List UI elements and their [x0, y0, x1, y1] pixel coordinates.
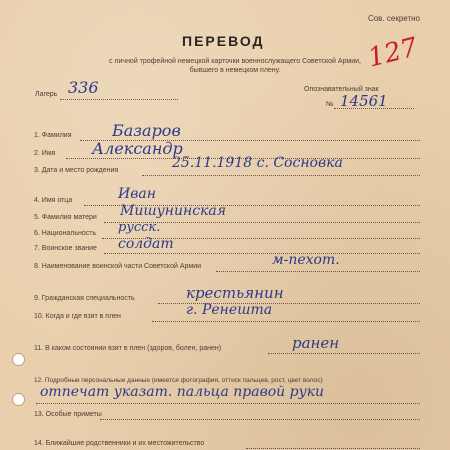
field-value-captured: г. Ренешта [186, 302, 273, 318]
field-label-military-unit: 8. Наименование воинской части Советской Армии [34, 263, 202, 270]
camp-value: 336 [68, 78, 99, 97]
field-label-nationality: 6. Национальность [34, 230, 97, 237]
field-line [246, 448, 420, 449]
field-line [142, 175, 420, 176]
secrecy-stamp: Сов. секретно [367, 14, 420, 23]
field-value-rank: солдат [118, 236, 174, 252]
field-value-civil-profession: крестьянин [186, 284, 284, 302]
field-label-first-name: 2. Имя [34, 150, 56, 157]
field-value-mother-surname: Мишунинская [120, 203, 227, 219]
field-label-special-marks: 13. Особые приметы [34, 411, 102, 418]
field-label-civil-profession: 9. Гражданская специальность [34, 295, 135, 302]
field-line [216, 271, 420, 272]
field-value-nationality: русск. [118, 220, 161, 235]
field-label-surname: 1. Фамилия [34, 132, 72, 139]
field-label-rank: 7. Воинское звание [34, 245, 97, 252]
punch-hole [12, 393, 25, 406]
field-line [152, 321, 420, 322]
id-number-value: 14561 [340, 92, 388, 110]
document-subtitle [65, 57, 405, 75]
document-title: ПЕРЕВОД [182, 33, 265, 49]
field-label-birth: 3. Дата и место рождения [34, 167, 119, 174]
subtitle-line-2: бывшего в немецком плену. [189, 67, 281, 74]
field-label-father-name: 4. Имя отца [34, 197, 73, 204]
id-number-prefix: № [326, 101, 334, 108]
field-line [100, 419, 420, 420]
field-value-father-name: Иван [118, 186, 156, 202]
field-label-relatives: 14. Ближайшие родственники и их местожительство [34, 440, 205, 447]
punch-hole [12, 353, 25, 366]
field-label-captured: 10. Когда и где взят в плен [34, 313, 121, 320]
subtitle-line-1: с личной трофейной немецкой карточки военнослужащего Советской Армии, [108, 58, 362, 65]
field-value-personal-data: отпечат указат. пальца правой руки [40, 384, 325, 400]
red-handwritten-number: 127 [365, 32, 421, 74]
camp-label: Лагерь [35, 91, 58, 98]
camp-line [60, 99, 178, 100]
field-value-condition: ранен [292, 334, 340, 352]
field-line [36, 403, 420, 404]
field-label-mother-surname: 5. Фамилия матери [34, 214, 97, 221]
id-number-label: Опознавательный знак [304, 86, 379, 93]
field-value-surname: Базаров [112, 121, 181, 140]
field-value-birth: 25.11.1918 с. Сосновка [172, 155, 343, 171]
field-line [104, 253, 420, 254]
field-value-military-unit: м-пехот. [272, 252, 340, 268]
field-label-personal-data: 12. Подробные персональные данные (имеется фотография, оттиск пальцев, рост, цвет волос) [34, 377, 323, 384]
field-label-condition: 11. В каком состоянии взят в плен (здоров, болен, ранен) [34, 345, 222, 352]
field-value-first-name: Александр [92, 139, 183, 158]
field-line [268, 353, 420, 354]
